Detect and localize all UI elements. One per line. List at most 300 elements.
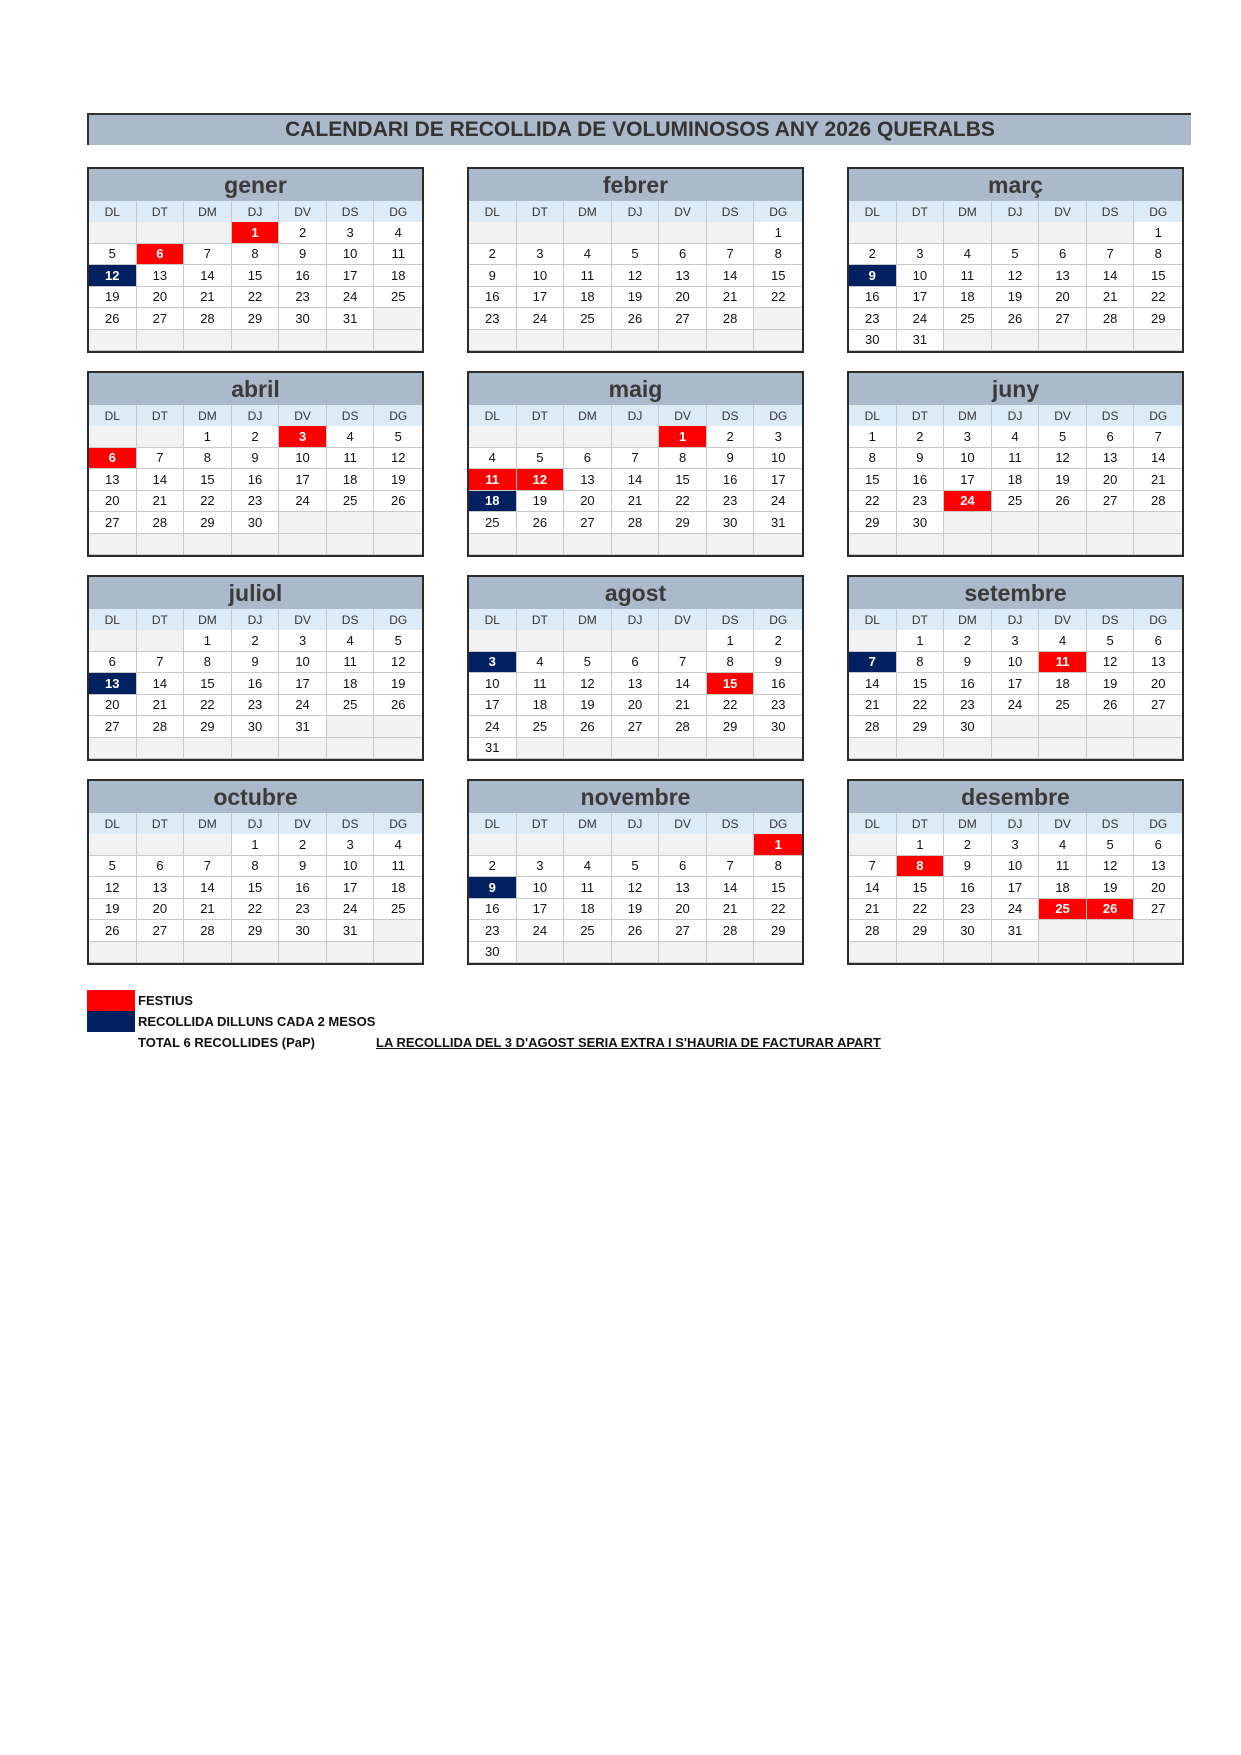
month-name: octubre <box>89 781 422 813</box>
week-row <box>469 877 802 899</box>
day-cell: 11 <box>992 448 1040 470</box>
weekday-header-row <box>469 201 802 222</box>
empty-day-cell <box>374 738 422 760</box>
weekday-label: DV <box>279 201 327 222</box>
week-row <box>89 856 422 878</box>
day-cell: 17 <box>327 265 375 287</box>
empty-day-cell <box>1039 534 1087 556</box>
week-row <box>89 899 422 921</box>
day-cell: 8 <box>659 448 707 470</box>
day-cell: 24 <box>469 716 517 738</box>
day-cell: 11 <box>564 877 612 899</box>
day-cell: 28 <box>184 920 232 942</box>
weekday-label: DM <box>564 201 612 222</box>
weekday-label: DS <box>1087 813 1135 834</box>
week-row <box>849 244 1182 266</box>
empty-day-cell <box>232 330 280 352</box>
recollida-legend-swatch <box>87 1011 135 1032</box>
empty-day-cell <box>1087 330 1135 352</box>
day-cell: 30 <box>469 942 517 964</box>
week-row <box>849 738 1182 760</box>
day-cell: 28 <box>612 512 660 534</box>
day-cell: 13 <box>1134 652 1182 674</box>
weekday-label: DG <box>769 816 788 831</box>
weekday-label: DT <box>517 813 565 834</box>
weekday-header-row <box>469 405 802 426</box>
day-cell: 21 <box>137 695 185 717</box>
day-cell: 17 <box>279 469 327 491</box>
day-cell: 2 <box>897 426 945 448</box>
day-cell: 20 <box>89 695 137 717</box>
day-cell: 23 <box>469 308 517 330</box>
day-cell: 7 <box>707 856 755 878</box>
day-cell: 9 <box>944 652 992 674</box>
empty-day-cell <box>1134 534 1182 556</box>
day-cell: 2 <box>944 630 992 652</box>
day-cell: 14 <box>184 265 232 287</box>
day-cell: 12 <box>374 652 422 674</box>
day-cell: 1 <box>232 834 280 856</box>
empty-day-cell <box>374 534 422 556</box>
day-cell: 8 <box>184 652 232 674</box>
day-cell: 28 <box>849 716 897 738</box>
day-cell: 17 <box>469 695 517 717</box>
weekday-label: DM <box>184 201 232 222</box>
empty-day-cell <box>992 716 1040 738</box>
weekday-header-row <box>89 201 422 222</box>
day-cell: 11 <box>327 652 375 674</box>
weekday-label: DL <box>89 201 137 222</box>
week-row <box>469 899 802 921</box>
weekday-label: DS <box>707 201 755 222</box>
empty-day-cell <box>754 738 802 760</box>
day-cell: 30 <box>754 716 802 738</box>
weekday-label: DL <box>469 609 517 630</box>
day-cell: 18 <box>992 469 1040 491</box>
day-cell: 4 <box>1039 630 1087 652</box>
weekday-label: DM <box>944 201 992 222</box>
empty-day-cell <box>1087 512 1135 534</box>
day-cell: 19 <box>992 287 1040 309</box>
festiu-day-cell: 25 <box>1039 899 1087 921</box>
week-row <box>849 512 1182 534</box>
day-cell: 5 <box>89 244 137 266</box>
day-cell: 15 <box>232 877 280 899</box>
day-cell: 27 <box>564 512 612 534</box>
week-row <box>89 652 422 674</box>
day-cell: 3 <box>897 244 945 266</box>
weekday-label: DG <box>769 408 788 423</box>
day-cell: 5 <box>374 426 422 448</box>
empty-day-cell <box>517 630 565 652</box>
day-cell: 28 <box>849 920 897 942</box>
weekday-label: DL <box>469 405 517 426</box>
day-cell: 9 <box>279 856 327 878</box>
day-cell: 3 <box>517 244 565 266</box>
day-cell: 1 <box>897 834 945 856</box>
day-cell: 27 <box>137 920 185 942</box>
day-cell: 25 <box>1039 695 1087 717</box>
week-row <box>849 856 1182 878</box>
day-cell: 11 <box>564 265 612 287</box>
day-cell: 10 <box>469 673 517 695</box>
weekday-label: DT <box>897 405 945 426</box>
weekday-label: DL <box>89 609 137 630</box>
empty-day-cell <box>1087 534 1135 556</box>
weekday-label: DG <box>769 204 788 219</box>
empty-day-cell <box>137 330 185 352</box>
day-cell: 28 <box>659 716 707 738</box>
day-cell: 13 <box>1039 265 1087 287</box>
empty-day-cell <box>849 738 897 760</box>
day-cell: 31 <box>469 738 517 760</box>
empty-day-cell <box>184 222 232 244</box>
day-cell: 30 <box>232 512 280 534</box>
month-novembre <box>467 779 804 965</box>
day-cell: 27 <box>89 716 137 738</box>
weekday-label: DM <box>564 609 612 630</box>
day-cell: 11 <box>327 448 375 470</box>
empty-day-cell <box>944 534 992 556</box>
week-row <box>89 673 422 695</box>
festiu-day-cell: 11 <box>1039 652 1087 674</box>
week-row <box>89 426 422 448</box>
day-cell: 20 <box>137 287 185 309</box>
day-cell: 9 <box>754 652 802 674</box>
empty-day-cell <box>707 534 755 556</box>
day-cell: 27 <box>1087 491 1135 513</box>
day-cell: 21 <box>184 287 232 309</box>
empty-day-cell <box>1039 738 1087 760</box>
day-cell: 3 <box>992 630 1040 652</box>
month-agost <box>467 575 804 761</box>
empty-day-cell <box>754 534 802 556</box>
empty-day-cell <box>89 222 137 244</box>
empty-day-cell <box>374 512 422 534</box>
week-row <box>849 287 1182 309</box>
day-cell: 30 <box>279 308 327 330</box>
empty-day-cell <box>469 222 517 244</box>
day-cell: 8 <box>754 244 802 266</box>
day-cell: 6 <box>137 856 185 878</box>
empty-day-cell <box>137 942 185 964</box>
weekday-label: DM <box>184 405 232 426</box>
day-cell: 18 <box>1039 673 1087 695</box>
empty-day-cell <box>469 330 517 352</box>
day-cell: 29 <box>754 920 802 942</box>
empty-day-cell <box>707 222 755 244</box>
week-row <box>849 222 1182 244</box>
day-cell: 3 <box>279 630 327 652</box>
day-cell: 24 <box>279 491 327 513</box>
day-cell: 25 <box>517 716 565 738</box>
day-cell: 22 <box>754 287 802 309</box>
weekday-label: DL <box>89 813 137 834</box>
day-cell: 21 <box>1134 469 1182 491</box>
month-gener <box>87 167 424 353</box>
day-cell: 28 <box>707 920 755 942</box>
day-cell: 2 <box>707 426 755 448</box>
day-cell: 22 <box>897 695 945 717</box>
day-cell: 22 <box>184 695 232 717</box>
day-cell: 5 <box>1087 834 1135 856</box>
day-cell: 17 <box>279 673 327 695</box>
day-cell: 4 <box>327 426 375 448</box>
day-cell: 11 <box>374 856 422 878</box>
day-cell: 16 <box>232 673 280 695</box>
day-cell: 23 <box>897 491 945 513</box>
day-cell: 18 <box>1039 877 1087 899</box>
weekday-label: DJ <box>992 813 1040 834</box>
weekday-label: DJ <box>612 813 660 834</box>
day-cell: 13 <box>1134 856 1182 878</box>
empty-day-cell <box>374 716 422 738</box>
day-cell: 25 <box>374 899 422 921</box>
day-cell: 14 <box>1087 265 1135 287</box>
day-cell: 2 <box>944 834 992 856</box>
day-cell: 13 <box>137 877 185 899</box>
day-cell: 3 <box>517 856 565 878</box>
day-cell: 21 <box>849 899 897 921</box>
empty-day-cell <box>137 738 185 760</box>
empty-day-cell <box>469 834 517 856</box>
day-cell: 13 <box>564 469 612 491</box>
day-cell: 14 <box>184 877 232 899</box>
day-cell: 23 <box>849 308 897 330</box>
week-row <box>89 920 422 942</box>
day-cell: 21 <box>1087 287 1135 309</box>
day-cell: 31 <box>327 920 375 942</box>
weekday-label: DV <box>1039 405 1087 426</box>
day-cell: 24 <box>897 308 945 330</box>
day-cell: 6 <box>89 652 137 674</box>
empty-day-cell <box>754 308 802 330</box>
week-row <box>849 920 1182 942</box>
day-cell: 3 <box>754 426 802 448</box>
empty-day-cell <box>184 330 232 352</box>
week-row <box>849 534 1182 556</box>
day-cell: 23 <box>469 920 517 942</box>
empty-day-cell <box>564 330 612 352</box>
month-juliol <box>87 575 424 761</box>
day-cell: 15 <box>754 265 802 287</box>
empty-day-cell <box>659 834 707 856</box>
empty-day-cell <box>469 534 517 556</box>
weekday-label: DG <box>1149 408 1168 423</box>
day-cell: 7 <box>1134 426 1182 448</box>
empty-day-cell <box>327 512 375 534</box>
week-row <box>89 512 422 534</box>
day-cell: 25 <box>327 695 375 717</box>
day-cell: 22 <box>849 491 897 513</box>
day-cell: 13 <box>659 877 707 899</box>
day-cell: 28 <box>707 308 755 330</box>
day-cell: 5 <box>89 856 137 878</box>
day-cell: 2 <box>849 244 897 266</box>
day-cell: 12 <box>1087 856 1135 878</box>
recollida-legend-label: RECOLLIDA DILLUNS CADA 2 MESOS <box>138 1014 376 1029</box>
day-cell: 12 <box>612 265 660 287</box>
day-cell: 2 <box>232 630 280 652</box>
day-cell: 20 <box>1039 287 1087 309</box>
festiu-day-cell: 6 <box>137 244 185 266</box>
empty-day-cell <box>1039 920 1087 942</box>
day-cell: 7 <box>612 448 660 470</box>
day-cell: 26 <box>374 695 422 717</box>
weekday-label: DG <box>389 408 408 423</box>
day-cell: 17 <box>754 469 802 491</box>
day-cell: 26 <box>517 512 565 534</box>
day-cell: 20 <box>137 899 185 921</box>
day-cell: 20 <box>659 287 707 309</box>
festius-legend-label: FESTIUS <box>138 993 193 1008</box>
empty-day-cell <box>517 330 565 352</box>
day-cell: 24 <box>327 899 375 921</box>
empty-day-cell <box>564 426 612 448</box>
day-cell: 1 <box>707 630 755 652</box>
day-cell: 10 <box>754 448 802 470</box>
day-cell: 19 <box>1087 877 1135 899</box>
week-row <box>89 716 422 738</box>
day-cell: 22 <box>184 491 232 513</box>
day-cell: 4 <box>517 652 565 674</box>
weekday-label: DT <box>137 405 185 426</box>
empty-day-cell <box>659 630 707 652</box>
month-name: maig <box>469 373 802 405</box>
day-cell: 10 <box>517 877 565 899</box>
empty-day-cell <box>279 534 327 556</box>
day-cell: 20 <box>612 695 660 717</box>
day-cell: 3 <box>327 222 375 244</box>
empty-day-cell <box>1039 222 1087 244</box>
empty-day-cell <box>327 330 375 352</box>
month-name: gener <box>89 169 422 201</box>
day-cell: 5 <box>517 448 565 470</box>
day-cell: 15 <box>849 469 897 491</box>
day-cell: 12 <box>374 448 422 470</box>
day-cell: 7 <box>707 244 755 266</box>
day-cell: 5 <box>1087 630 1135 652</box>
week-row <box>849 308 1182 330</box>
weekday-label: DT <box>897 201 945 222</box>
day-cell: 6 <box>659 856 707 878</box>
day-cell: 5 <box>374 630 422 652</box>
day-cell: 16 <box>944 673 992 695</box>
day-cell: 1 <box>897 630 945 652</box>
weekday-label: DS <box>327 609 375 630</box>
day-cell: 19 <box>1039 469 1087 491</box>
day-cell: 2 <box>469 856 517 878</box>
empty-day-cell <box>612 942 660 964</box>
weekday-label: DM <box>184 609 232 630</box>
weekday-label: DJ <box>612 405 660 426</box>
empty-day-cell <box>469 630 517 652</box>
empty-day-cell <box>374 330 422 352</box>
week-row <box>469 265 802 287</box>
day-cell: 23 <box>232 491 280 513</box>
day-cell: 17 <box>944 469 992 491</box>
day-cell: 17 <box>327 877 375 899</box>
day-cell: 17 <box>897 287 945 309</box>
month-name: novembre <box>469 781 802 813</box>
day-cell: 18 <box>944 287 992 309</box>
day-cell: 24 <box>517 308 565 330</box>
day-cell: 19 <box>374 469 422 491</box>
day-cell: 31 <box>279 716 327 738</box>
empty-day-cell <box>137 534 185 556</box>
weekday-label: DT <box>517 201 565 222</box>
recollida-day-cell: 7 <box>849 652 897 674</box>
weekday-label: DS <box>707 405 755 426</box>
weekday-label: DG <box>389 816 408 831</box>
day-cell: 1 <box>184 426 232 448</box>
empty-day-cell <box>992 942 1040 964</box>
festiu-day-cell: 24 <box>944 491 992 513</box>
empty-day-cell <box>707 330 755 352</box>
empty-day-cell <box>1134 512 1182 534</box>
day-cell: 25 <box>469 512 517 534</box>
empty-day-cell <box>89 942 137 964</box>
empty-day-cell <box>374 920 422 942</box>
empty-day-cell <box>612 738 660 760</box>
day-cell: 19 <box>89 899 137 921</box>
week-row <box>89 738 422 760</box>
weekday-label: DM <box>944 405 992 426</box>
weekday-label: DV <box>1039 609 1087 630</box>
day-cell: 2 <box>469 244 517 266</box>
empty-day-cell <box>89 426 137 448</box>
empty-day-cell <box>849 222 897 244</box>
week-row <box>849 899 1182 921</box>
day-cell: 4 <box>327 630 375 652</box>
weekday-label: DV <box>659 405 707 426</box>
empty-day-cell <box>612 426 660 448</box>
day-cell: 3 <box>944 426 992 448</box>
week-row <box>89 469 422 491</box>
weekday-header-row <box>849 609 1182 630</box>
recollida-day-cell: 9 <box>849 265 897 287</box>
weekday-label: DT <box>137 609 185 630</box>
day-cell: 24 <box>517 920 565 942</box>
day-cell: 20 <box>1087 469 1135 491</box>
empty-day-cell <box>1087 222 1135 244</box>
day-cell: 27 <box>137 308 185 330</box>
empty-day-cell <box>612 630 660 652</box>
day-cell: 14 <box>612 469 660 491</box>
total-recollides-label: TOTAL 6 RECOLLIDES (PaP) <box>138 1035 315 1050</box>
empty-day-cell <box>944 942 992 964</box>
day-cell: 18 <box>517 695 565 717</box>
day-cell: 4 <box>1039 834 1087 856</box>
page-title: CALENDARI DE RECOLLIDA DE VOLUMINOSOS ANY 2026 QUERALBS <box>87 113 1191 145</box>
empty-day-cell <box>1087 942 1135 964</box>
day-cell: 24 <box>279 695 327 717</box>
empty-day-cell <box>327 942 375 964</box>
day-cell: 6 <box>1087 426 1135 448</box>
day-cell: 23 <box>754 695 802 717</box>
week-row <box>849 448 1182 470</box>
weekday-label: DJ <box>232 813 280 834</box>
festiu-day-cell: 8 <box>897 856 945 878</box>
weekday-label: DG <box>389 204 408 219</box>
day-cell: 5 <box>564 652 612 674</box>
empty-day-cell <box>374 308 422 330</box>
day-cell: 26 <box>1039 491 1087 513</box>
week-row <box>469 491 802 513</box>
day-cell: 24 <box>992 695 1040 717</box>
day-cell: 20 <box>1134 877 1182 899</box>
day-cell: 9 <box>469 265 517 287</box>
